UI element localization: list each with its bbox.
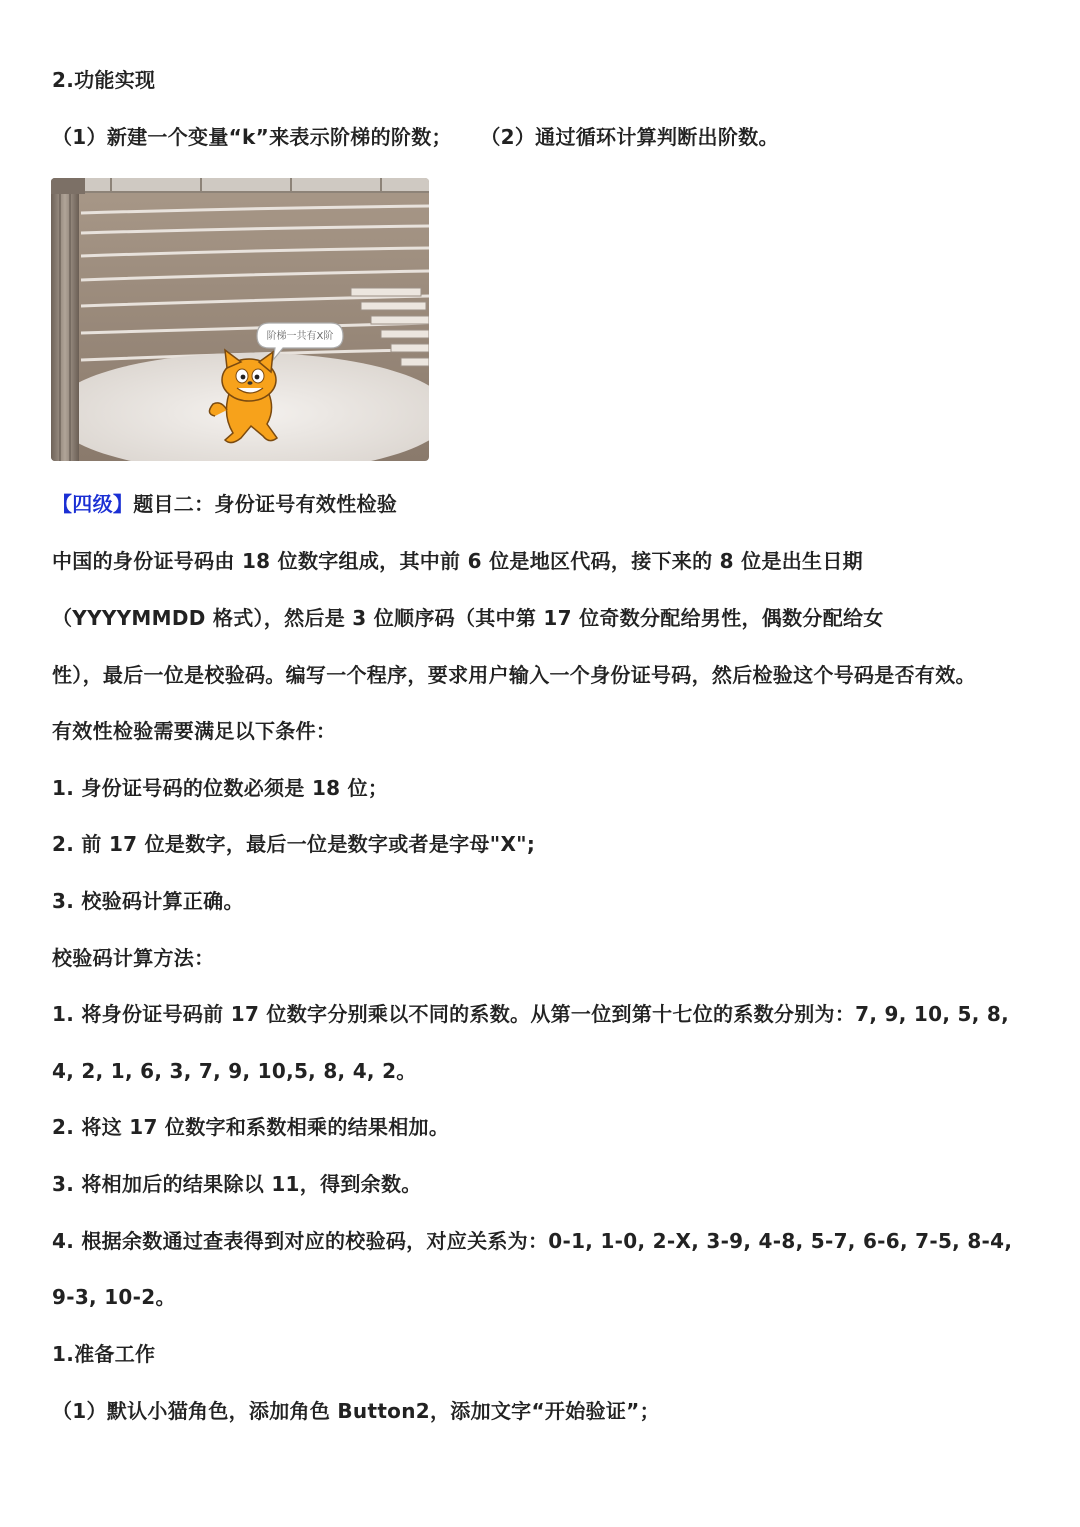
scratch-stage-image [51, 178, 429, 461]
condition-item: 3. 校验码计算正确。 [52, 889, 244, 913]
impl-heading: 2.功能实现 [52, 68, 156, 92]
method-line: 1. 将身份证号码前 17 位数字分别乘以不同的系数。从第一位到第十七位的系数分别为：7, 9, 10, 5, 8, [52, 1002, 1009, 1026]
method-line: 2. 将这 17 位数字和系数相乘的结果相加。 [52, 1115, 450, 1139]
method-line: 9-3, 10-2。 [52, 1285, 176, 1309]
impl-step-2: （2）通过循环计算判断出阶数。 [480, 125, 779, 149]
condition-item: 2. 前 17 位是数字，最后一位是数字或者是字母"X"; [52, 832, 536, 856]
impl-steps [52, 123, 779, 151]
method-heading: 校验码计算方法： [52, 946, 215, 970]
prep-step-1: （1）默认小猫角色，添加角色 Button2，添加文字“开始验证”； [52, 1399, 660, 1423]
intro-line: 性），最后一位是校验码。编写一个程序，要求用户输入一个身份证号码，然后检验这个号码是否有效。 [52, 663, 976, 687]
method-line: 3. 将相加后的结果除以 11，得到余数。 [52, 1172, 422, 1196]
conditions-heading: 有效性检验需要满足以下条件： [52, 719, 337, 743]
task2-title [52, 490, 397, 518]
prep-heading: 1.准备工作 [52, 1342, 156, 1366]
intro-line: （YYYYMMDD 格式），然后是 3 位顺序码（其中第 17 位奇数分配给男性，偶数分配给女 [52, 606, 884, 630]
impl-step-1: （1）新建一个变量“k”来表示阶梯的阶数； [52, 125, 452, 149]
level-badge: 【四级】 [52, 492, 134, 516]
task2-title-text: 题目二：身份证号有效性检验 [133, 492, 398, 516]
method-line: 4, 2, 1, 6, 3, 7, 9, 10,5, 8, 4, 2。 [52, 1059, 417, 1083]
speech-bubble-text: 阶梯一共有X阶 [266, 331, 334, 342]
intro-line: 中国的身份证号码由 18 位数字组成，其中前 6 位是地区代码，接下来的 8 位是出生日期 [52, 549, 863, 573]
method-line: 4. 根据余数通过查表得到对应的校验码，对应关系为：0-1, 1-0, 2-X, 3-9, 4-8, 5-7, 6-6, 7-5, 8-4, [52, 1229, 1013, 1253]
condition-item: 1. 身份证号码的位数必须是 18 位； [52, 776, 389, 800]
